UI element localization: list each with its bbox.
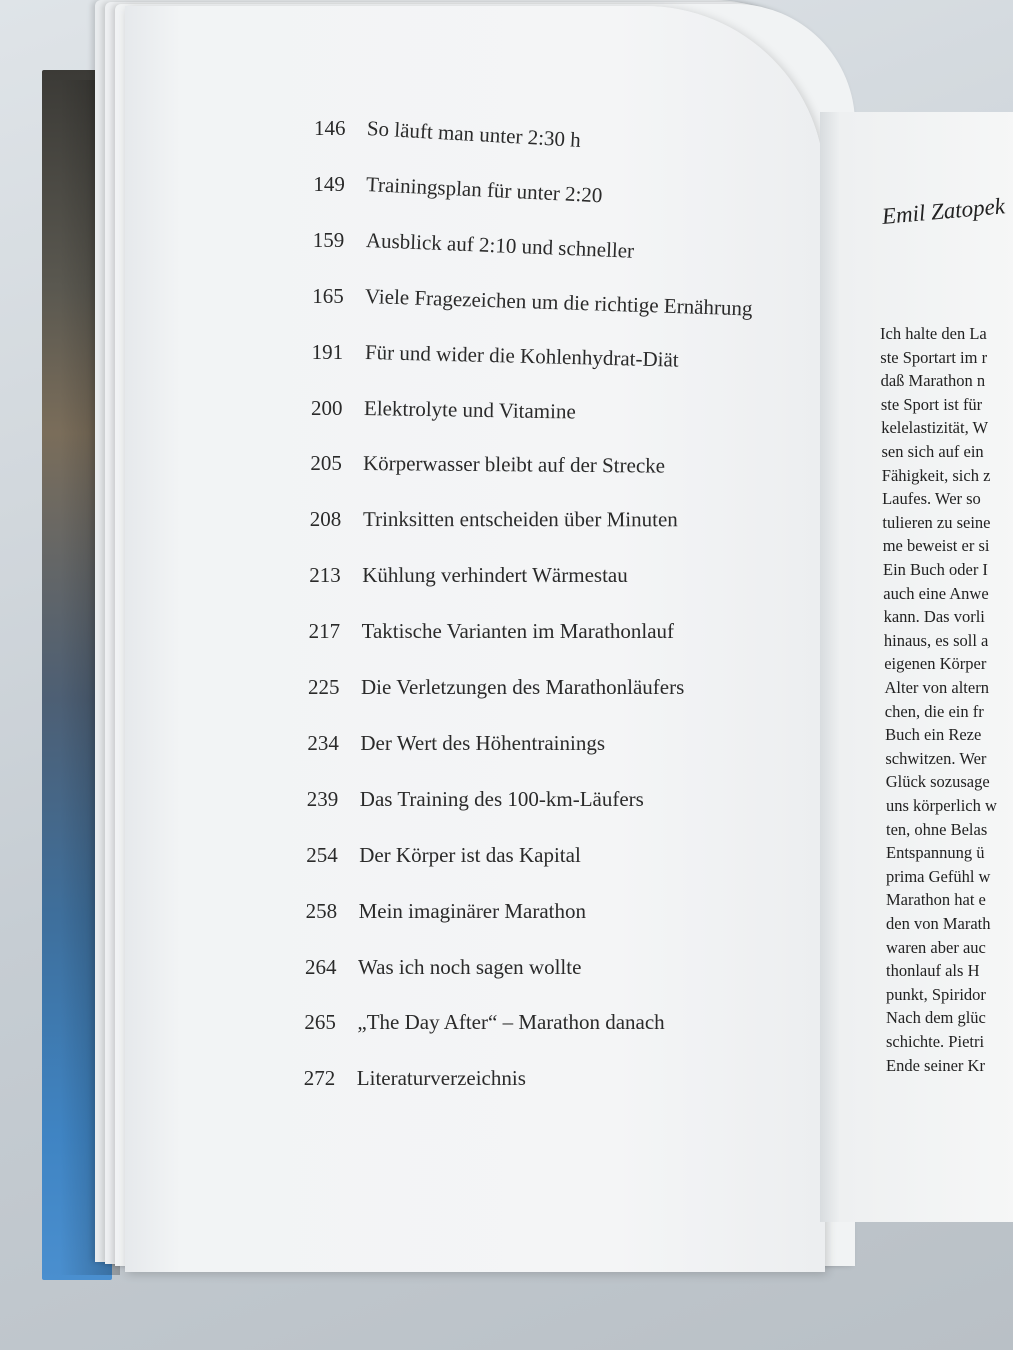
toc-entry-title: Trainingsplan für unter 2:20	[365, 171, 604, 208]
toc-entry-title: So läuft man unter 2:30 h	[366, 116, 582, 152]
body-text-line: thonlauf als H	[886, 961, 980, 981]
toc-entry-title: Ausblick auf 2:10 und schneller	[365, 227, 635, 263]
toc-page-number: 205	[310, 451, 342, 476]
body-text-line: kelelastizität, W	[881, 418, 989, 438]
toc-entry-title: Für und wider die Kohlenhydrat-Diät	[364, 339, 679, 372]
body-text-line: prima Gefühl w	[886, 866, 991, 886]
body-text-line: ten, ohne Belas	[886, 819, 988, 839]
toc-page-number: 191	[311, 339, 344, 364]
toc-entry-title: Kühlung verhindert Wärmestau	[362, 563, 628, 588]
toc-page-number: 254	[306, 842, 338, 867]
body-text-line: chen, die ein fr	[884, 701, 984, 721]
toc-entry-title: Das Training des 100-km-Läufers	[359, 786, 644, 811]
left-page	[125, 6, 825, 1272]
body-text-line: Entspannung ü	[886, 843, 985, 863]
toc-entry-title: Körperwasser bleibt auf der Strecke	[363, 451, 666, 479]
toc-entry-title: Trinksitten entscheiden über Minuten	[362, 507, 678, 532]
toc-page-number: 225	[308, 675, 340, 699]
body-text-line: den von Marath	[886, 914, 991, 933]
body-text-line: Fähigkeit, sich z	[881, 465, 991, 485]
body-text-line: me beweist er si	[882, 536, 990, 556]
body-text-line: Ich halte den La	[880, 324, 987, 343]
body-text-line: tulieren zu seine	[882, 512, 991, 532]
toc-entry-title: Der Körper ist das Kapital	[359, 842, 581, 867]
body-text-line: daß Marathon n	[880, 371, 986, 391]
toc-page-number: 200	[311, 395, 343, 420]
toc-page-number: 265	[304, 1010, 336, 1035]
toc-page-number: 208	[309, 507, 342, 532]
body-text-line: hinaus, es soll a	[883, 630, 989, 650]
toc-page-number: 239	[306, 786, 339, 811]
toc-page-number: 165	[312, 283, 344, 308]
right-page	[820, 112, 1013, 1222]
toc-page-number: 264	[305, 954, 337, 979]
toc-entry-title: Die Verletzungen des Marathonläufers	[361, 675, 685, 699]
body-text-line: waren aber auc	[886, 937, 986, 957]
toc-page-number: 234	[307, 730, 339, 755]
body-text-line: kann. Das vorli	[883, 607, 985, 627]
toc-page-number: 213	[309, 563, 341, 588]
body-text-line: Ein Buch oder I	[883, 560, 988, 579]
body-text-line: Nach dem glüc	[886, 1008, 986, 1028]
toc-entry-title: Mein imaginärer Marathon	[358, 898, 587, 923]
body-text-line: Marathon hat e	[886, 890, 986, 910]
toc-entry-title: Was ich noch sagen wollte	[358, 954, 582, 979]
toc-entry-title: Viele Fragezeichen um die richtige Ernährung	[364, 283, 754, 321]
body-text-line: auch eine Anwe	[883, 583, 989, 603]
toc-entry-title: „The Day After“ – Marathon danach	[357, 1010, 665, 1035]
toc-page-number: 159	[312, 227, 345, 252]
body-text-line: Glück sozusage	[885, 772, 990, 792]
body-text-line: sen sich auf ein	[881, 442, 984, 461]
body-text-line: Laufes. Wer so	[882, 489, 981, 509]
body-text-line: Ende seiner Kr	[886, 1055, 985, 1075]
toc-page-number: 217	[308, 619, 341, 644]
toc-entry-title: Taktische Varianten im Marathonlauf	[361, 619, 675, 644]
toc-page-number: 272	[303, 1066, 336, 1091]
body-text-line: schichte. Pietri	[886, 1032, 985, 1051]
toc-page-number: 258	[305, 898, 338, 923]
body-text-line: Buch ein Reze	[885, 725, 982, 745]
body-text-line: schwitzen. Wer	[885, 748, 987, 768]
body-text-line: eigenen Körper	[884, 654, 987, 674]
chapter-heading: Emil Zatopek	[880, 193, 1006, 229]
toc-entry-title: Der Wert des Höhentrainings	[360, 730, 605, 755]
toc-entry-title: Literaturverzeichnis	[356, 1066, 526, 1091]
toc-page-number: 149	[313, 171, 345, 196]
toc-page-number: 146	[314, 116, 346, 140]
toc-entry-title: Elektrolyte und Vitamine	[363, 395, 576, 424]
body-text-line: ste Sportart im r	[880, 347, 988, 367]
body-text-line: ste Sport ist für	[880, 394, 983, 414]
body-text-line: punkt, Spiridor	[886, 984, 986, 1004]
body-text-line: uns körperlich w	[886, 796, 997, 815]
body-text-line: Alter von altern	[884, 678, 989, 697]
